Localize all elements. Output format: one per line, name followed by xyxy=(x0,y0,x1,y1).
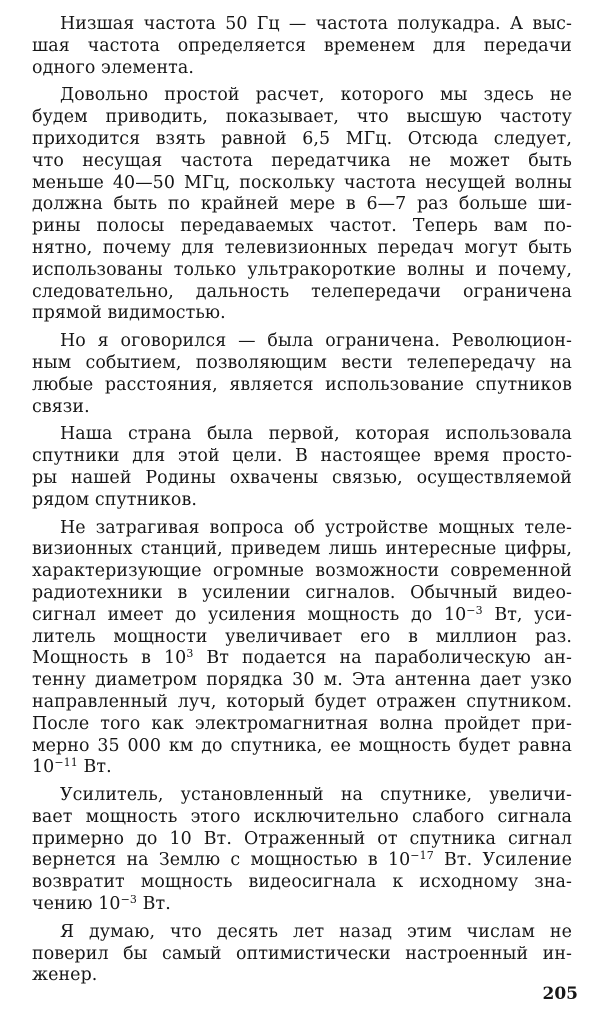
text-line: связи. xyxy=(32,396,90,417)
text-line: поверил бы самый оптимистически настроенный ин- xyxy=(32,943,572,964)
text-line: ры нашей Родины охвачены связью, осуществляемой xyxy=(32,467,572,488)
exponent: −3 xyxy=(466,603,483,617)
line-text-after: Вт. xyxy=(77,757,112,778)
text-line: возвратит мощность видеосигнала к исходному зна- xyxy=(32,872,572,893)
text-line: Наша страна была первой, которая использовала xyxy=(60,424,572,445)
line-text-after: Вт. xyxy=(137,894,171,915)
text-line: тенну диаметром порядка 30 м. Эта антенна дает узко xyxy=(32,670,572,691)
paragraph xyxy=(32,331,572,418)
text-line xyxy=(32,757,572,779)
line-text: вернется на Землю с мощностью в 10 xyxy=(32,850,411,871)
book-page xyxy=(32,14,572,993)
text-line: меньше 40—50 МГц, поскольку частота несущей волны xyxy=(32,172,572,193)
text-line: радиотехники в усилении сигналов. Обычный видео- xyxy=(32,582,572,603)
paragraph xyxy=(32,922,572,987)
text-line xyxy=(32,648,572,670)
text-line: одного элемента. xyxy=(32,57,194,78)
text-line: рядом спутников. xyxy=(32,489,197,510)
text-line: ным событием, позволяющим вести телепередачу на xyxy=(32,352,572,373)
text-line: нятно, почему для телевизионных передач могут быть xyxy=(32,237,572,258)
text-line: использованы только ультракороткие волны и почему, xyxy=(32,259,572,280)
paragraph xyxy=(32,85,572,325)
text-line: Я думаю, что десять лет назад этим числам не xyxy=(60,921,572,942)
text-line xyxy=(32,605,572,627)
line-text: 10 xyxy=(32,757,55,778)
paragraph xyxy=(32,14,572,79)
text-line: женер. xyxy=(32,965,98,986)
exponent: 3 xyxy=(186,647,194,661)
line-text-after: Вт, уси- xyxy=(482,604,572,625)
text-line: шая частота определяется временем для передачи xyxy=(32,35,572,56)
line-text-after: Вт. Усиление xyxy=(433,850,572,871)
text-line: спутники для этой цели. В настоящее время просто- xyxy=(32,446,572,467)
text-line: следовательно, дальность телепередачи ограничена xyxy=(32,281,572,302)
text-line: вает мощность этого исключительно слабого сигнала xyxy=(32,806,572,827)
exponent: −3 xyxy=(120,893,137,907)
text-line: Но я оговорился — была ограничена. Революцион- xyxy=(60,331,572,352)
exponent: −11 xyxy=(54,756,78,770)
paragraph xyxy=(32,518,572,780)
exponent: −17 xyxy=(410,849,434,863)
text-line: Низшая частота 50 Гц — частота полукадра. А выс- xyxy=(60,14,572,34)
line-text: чению 10 xyxy=(32,894,121,915)
text-line: направленный луч, который будет отражен спутником. xyxy=(32,691,572,712)
text-line: примерно до 10 Вт. Отраженный от спутника сигнал xyxy=(32,828,572,849)
text-line: приходится взять равной 6,5 МГц. Отсюда следует, xyxy=(32,128,572,149)
text-line: Не затрагивая вопроса об устройстве мощных теле- xyxy=(60,517,572,538)
text-line: должна быть по крайней мере в 6—7 раз больше ши- xyxy=(32,194,572,215)
text-line: любые расстояния, является использование спутников xyxy=(32,374,572,395)
text-line: что несущая частота передатчика не может быть xyxy=(32,150,572,171)
text-line xyxy=(32,850,572,872)
text-line: Довольно простой расчет, которого мы здесь не xyxy=(60,85,572,106)
text-line xyxy=(32,894,572,916)
page-number: 205 xyxy=(542,984,578,1004)
paragraph xyxy=(32,424,572,511)
text-line: визионных станций, приведем лишь интересные цифры, xyxy=(32,539,572,560)
text-line: После того как электромагнитная волна пройдет при- xyxy=(32,713,572,734)
text-line: прямой видимостью. xyxy=(32,303,226,324)
line-text: Мощность в 10 xyxy=(32,648,187,669)
text-line: будем приводить, показывает, что высшую частоту xyxy=(32,107,572,128)
line-text: сигнал имеет до усиления мощность до 10 xyxy=(32,604,467,625)
text-line: характеризующие огромные возможности современной xyxy=(32,561,572,582)
line-text-after: Вт подается на параболическую ан- xyxy=(193,648,572,669)
text-line: Усилитель, установленный на спутнике, увеличи- xyxy=(60,785,572,806)
paragraph xyxy=(32,785,572,916)
text-line: мерно 35 000 км до спутника, ее мощность будет равна xyxy=(32,735,572,756)
text-line: литель мощности увеличивает его в миллион раз. xyxy=(32,626,572,647)
text-line: рины полосы передаваемых частот. Теперь вам по- xyxy=(32,216,572,237)
